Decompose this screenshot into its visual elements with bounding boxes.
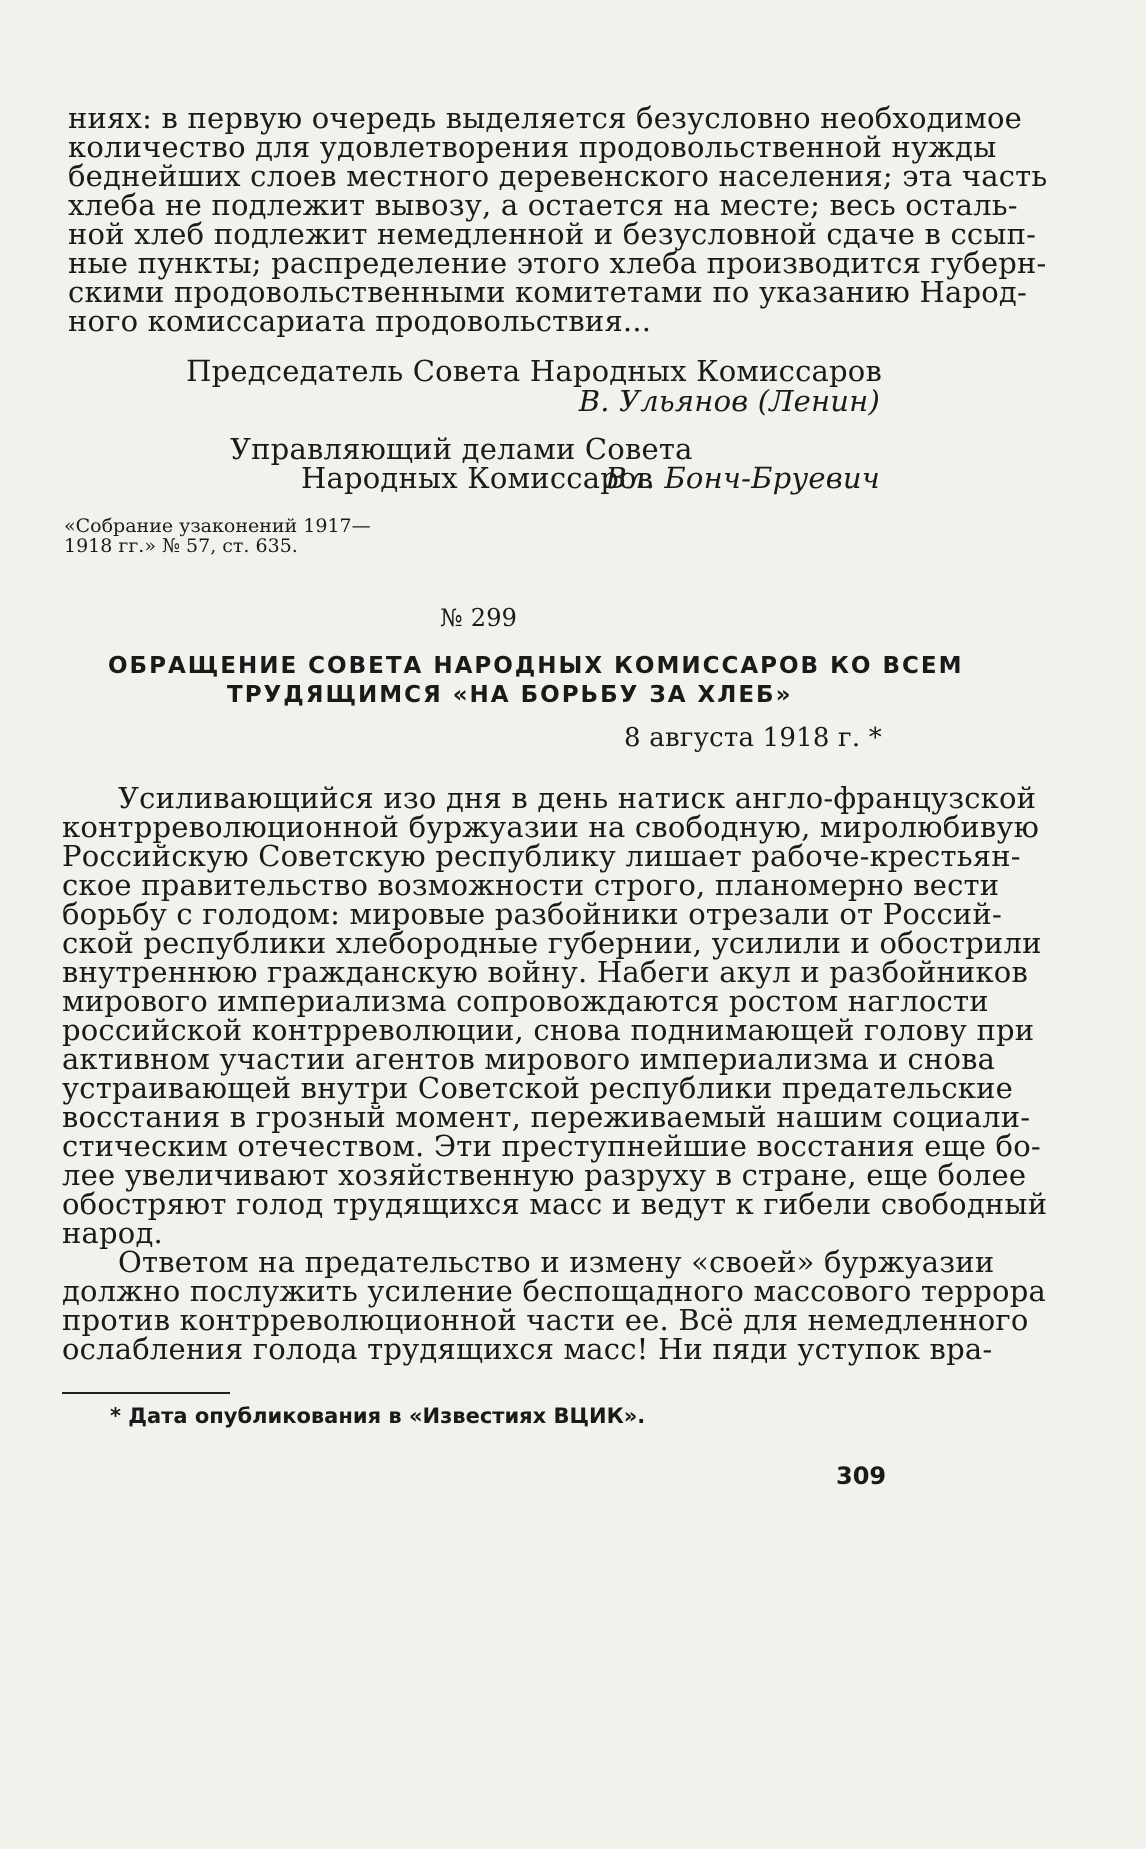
text-line: ниях: в первую очередь выделяется безусловно необходимое <box>68 101 1022 135</box>
signature-chair-name: В. Ульянов (Ленин) <box>578 384 880 418</box>
text-line: количество для удовлетворения продовольственной нужды <box>68 130 997 164</box>
text-line: лее увеличивают хозяйственную разруху в стране, еще более <box>62 1158 1027 1192</box>
text-line: обостряют голод трудящихся масс и ведут к гибели свободный <box>62 1187 1048 1221</box>
text-line: контрреволюционной буржуазии на свободную, миролюбивую <box>62 810 1040 844</box>
footnote-divider <box>62 1392 230 1394</box>
text-line: беднейших слоев местного деревенского населения; эта часть <box>68 159 1048 193</box>
text-line: российской контрреволюции, снова поднимающей голову при <box>62 1013 1035 1047</box>
signature-manager-title: Управляющий делами Совета <box>230 432 693 466</box>
text-line: ного комиссариата продовольствия... <box>68 304 652 338</box>
text-line: Ответом на предательство и измену «своей» буржуазии <box>118 1245 995 1279</box>
signature-chair-title: Председатель Совета Народных Комиссаров <box>186 354 882 388</box>
text-line: восстания в грозный момент, переживаемый нашим социали- <box>62 1100 1031 1134</box>
text-line: ной хлеб подлежит немедленной и безусловной сдаче в ссып- <box>68 217 1037 251</box>
signature-manager-name: Вл. Бонч-Бруевич <box>605 461 880 495</box>
document-number: № 299 <box>440 604 518 632</box>
text-line: мирового империализма сопровождаются ростом наглости <box>62 984 989 1018</box>
text-line: активном участии агентов мирового империализма и снова <box>62 1042 996 1076</box>
document-date: 8 августа 1918 г. * <box>624 723 882 753</box>
text-line: борьбу с голодом: мировые разбойники отрезали от Россий- <box>62 897 1002 931</box>
page-number: 309 <box>836 1462 887 1490</box>
text-line: Российскую Советскую республику лишает рабоче-крестьян- <box>62 839 1021 873</box>
text-line: Усиливающийся изо дня в день натиск англо-французской <box>118 781 1037 815</box>
text-line: против контрреволюционной части ее. Всё для немедленного <box>62 1303 1029 1337</box>
text-line: скими продовольственными комитетами по указанию Народ- <box>68 275 1027 309</box>
footnote: * Дата опубликования в «Известиях ВЦИК». <box>110 1404 646 1428</box>
text-line: хлеба не подлежит вывозу, а остается на месте; весь осталь- <box>68 188 1018 222</box>
text-line: ской республики хлебородные губернии, усилили и обострили <box>62 926 1042 960</box>
text-line: народ. <box>62 1216 163 1250</box>
text-line: внутреннюю гражданскую войну. Набеги акул и разбойников <box>62 955 1028 989</box>
source-reference: 1918 гг.» № 57, ст. 635. <box>64 535 298 557</box>
text-line: ные пункты; распределение этого хлеба производится губерн- <box>68 246 1047 280</box>
text-line: должно послужить усиление беспощадного массового террора <box>62 1274 1046 1308</box>
text-line: устраивающей внутри Советской республики предательские <box>62 1071 1014 1105</box>
text-line: стическим отечеством. Эти преступнейшие восстания еще бо- <box>62 1129 1041 1163</box>
source-reference: «Собрание узаконений 1917— <box>64 515 371 537</box>
document-title: ТРУДЯЩИМСЯ «НА БОРЬБУ ЗА ХЛЕБ» <box>227 682 793 708</box>
text-line: ское правительство возможности строго, планомерно вести <box>62 868 1000 902</box>
signature-manager-title: Народных Комиссаров <box>301 461 654 495</box>
text-line: ослабления голода трудящихся масс! Ни пяди уступок вра- <box>62 1332 993 1366</box>
document-title: ОБРАЩЕНИЕ СОВЕТА НАРОДНЫХ КОМИССАРОВ КО ВСЕМ <box>108 653 964 679</box>
